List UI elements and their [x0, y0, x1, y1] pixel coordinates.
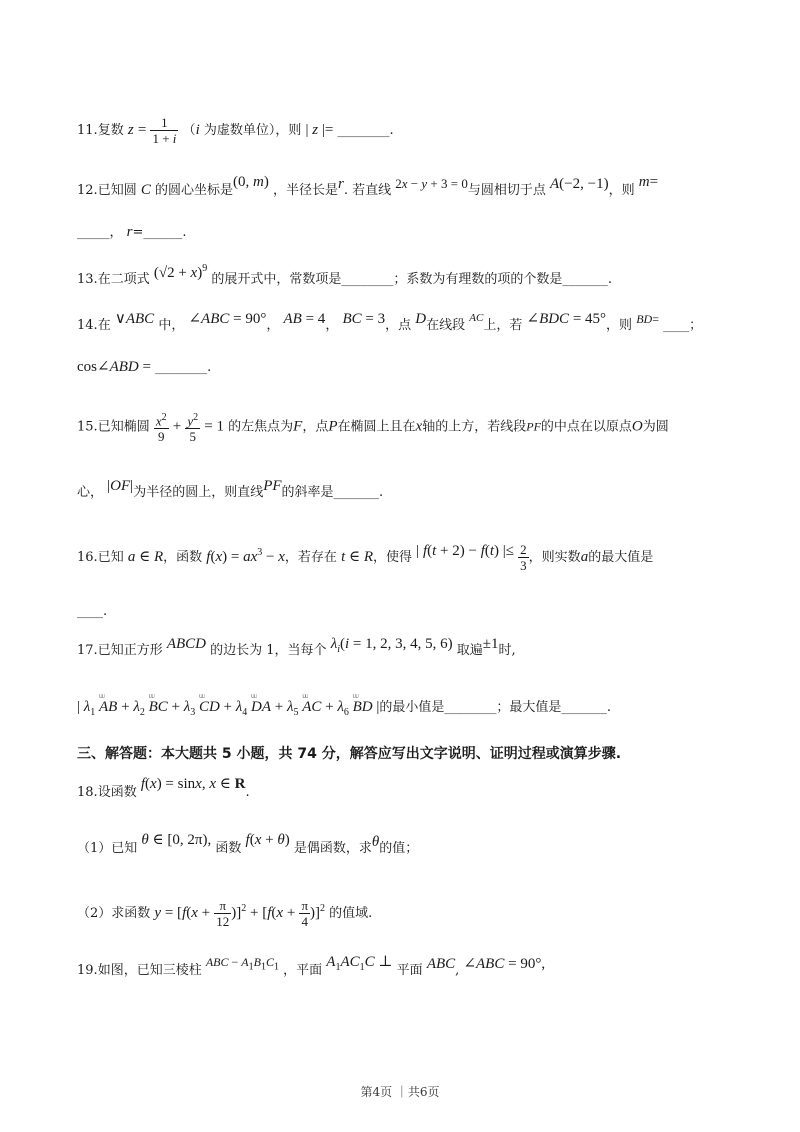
- problem-18: 18.设函数 f(x) = sinx, x ∈ R.: [77, 776, 250, 800]
- problem-18-part1: （1）已知 θ ∈ [0, 2π), 函数 f(x + θ) 是偶函数，求θ的值；: [77, 832, 419, 856]
- problem-12-answers: _____， r=______.: [77, 224, 187, 240]
- problem-15-cont: 心， |OF|为半径的圆上，则直线PF的斜率是_______.: [77, 478, 384, 500]
- problem-19: 19.如图，已知三棱柱 ABC − $A_1B_1C_1$ ，平面 $A_1AC_1C$ ⊥ 平面 ABC, ∠ABC = 90°,: [77, 954, 546, 978]
- problem-12: 12.已知圆 C 的圆心坐标是(0, m) ，半径长是r. 若直线 2x − y + 3 = 0与圆相切于点 A(−2, −1)，则 m=: [77, 174, 659, 198]
- page-footer: 第4页 ｜共6页: [360, 1085, 440, 1099]
- problem-13: 13.在二项式 $(√2 + x)^9$ 的展开式中，常数项是________；系数为有理数的项的个数是_______.: [77, 263, 613, 287]
- problem-17: 17.已知正方形 ABCD 的边长为 1，当每个 $\lambda_i(i = 1$, 2, 3, 4, 5, 6) 取遍±1时,: [77, 636, 516, 658]
- section-heading: 三、解答题：本大题共 5 小题，共 74 分，解答应写出文字说明、证明过程或演算步骤.: [77, 746, 622, 762]
- fraction: $\frac{1}{1 + i}$: [152, 115, 177, 146]
- problem-11: 11.复数 z = $\frac{1}{1 + i}$ （i 为虚数单位），则 | z |= ________.: [77, 115, 394, 146]
- problem-15: 15.已知椭圆 $\frac{x^2}{9}$ + $\frac{y^2}{5}$ = 1 的左焦点为F，点P在椭圆上且在x轴的上方，若线段PF的中点在以原点O为圆: [77, 412, 669, 445]
- problem-16: 16.已知 a ∈ R，函数 $f(x) = ax^3 - x$，若存在 t ∈ R，使得 | f(t + 2) − f(t) |≤ $\frac{2}{3}$ ，则实数a的最大值是: [77, 542, 654, 573]
- problem-14-cos: cos∠ABD = ________.: [77, 359, 212, 375]
- problem-14: 14.在 ∨ABC 中， ∠ABC = 90°， AB = 4， BC = 3，点 D在线段 $^{AC}$上，若 ∠BDC = 45°，则 BD= ____；: [77, 311, 703, 333]
- problem-16-answer: ____.: [77, 604, 108, 619]
- problem-18-part2: （2）求函数 y = [f(x + $\frac{\pi}{12}$ )]$^2$ + [f(x + $\frac{\pi}{4}$ )]$^2$ 的值域.: [77, 898, 373, 929]
- problem-17-expr: | $\lambda_1$ ᵁᵁ AB + $\lambda_2$ ᵁᵁ BC + $\lambda_3$ ᵁᵁ CD + $\lambda_4$ ᵁᵁ DA + $\lambda_5$ ᵁᵁ AC + $\lambda_6$ ᵁᵁ BD |的最小值是________；最大值是_______.: [77, 697, 740, 723]
